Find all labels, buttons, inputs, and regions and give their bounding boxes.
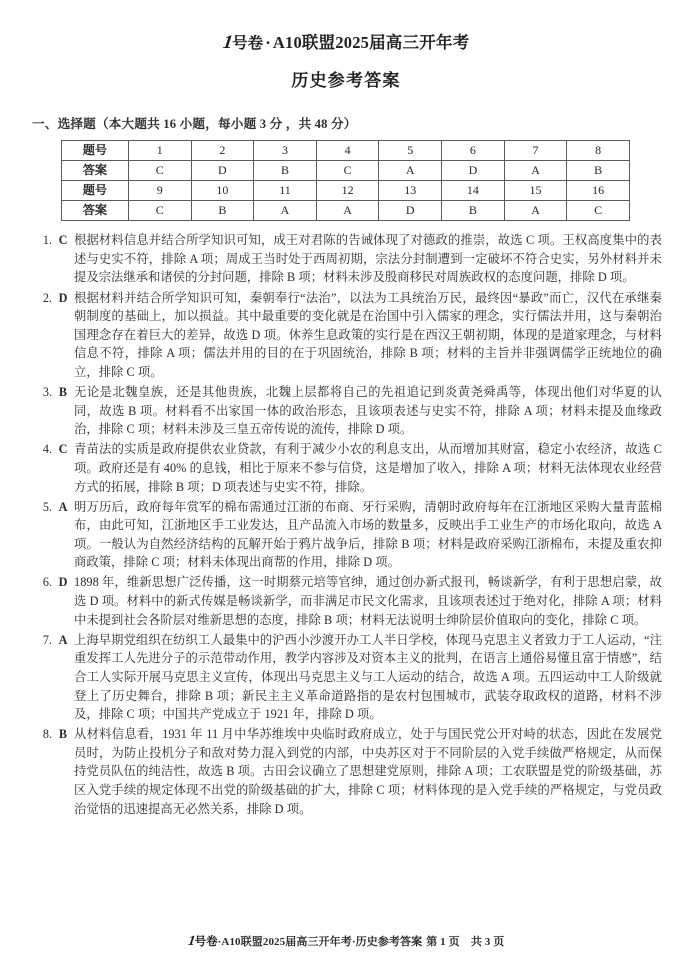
table-cell: 1	[128, 140, 191, 160]
footer-brand-logo-digit: 1	[186, 934, 195, 949]
table-cell: A	[379, 160, 442, 180]
table-cell: 10	[191, 180, 254, 200]
explanation-number: 1.	[42, 233, 52, 248]
explanation-text: 根据材料信息并结合所学知识可知，成王对君陈的告诫体现了对德政的推崇，故选 C 项。王权高度集中的表述与史实不符，排除 A 项；周成王当时处于西周初期，宗法分封制遭到一定破坏不符合史实，另外材料并未提及宗法继承和诸侯的分封问题，排除 B 项；材料未涉及殷商移民对周族政权的态度问题，排除 D 项。	[74, 233, 662, 285]
answer-table-body	[62, 140, 630, 220]
explanation-answer: A	[58, 499, 68, 514]
explanation-answer: D	[58, 575, 68, 590]
list-item	[30, 439, 662, 496]
page-footer	[0, 932, 692, 950]
table-cell: 2	[191, 140, 254, 160]
brand-logo-digit: 1	[221, 32, 233, 53]
row-label: 题号	[62, 140, 129, 160]
list-item	[30, 724, 662, 818]
table-cell: 12	[316, 180, 379, 200]
table-cell: 14	[442, 180, 505, 200]
list-item	[30, 572, 662, 629]
table-cell: 3	[254, 140, 317, 160]
explanation-text: 根据材料并结合所学知识可知，秦朝奉行“法治”，以法为工具统治万民，最终因“暴政”而亡，汉代在承继秦朝制度的基础上，加以损益。其中最重要的变化就是在治国中引入儒家的理念，实行儒法并用，这与秦朝治国理念存在着巨大的差异，故选 D 项。休养生息政策的实行是在西汉王朝初期，体现的是道家理念，与材料信息不符，排除 A 项；儒法并用的目的在于巩固统治，排除 B 项；材料的主旨并非强调儒学正统地位的确立，排除 C 项。	[74, 290, 662, 379]
explanation-answer: A	[58, 632, 68, 647]
page-title	[30, 32, 662, 55]
explanation-number: 2.	[42, 290, 52, 305]
explanation-answer: C	[58, 442, 68, 457]
explanation-number: 8.	[42, 727, 52, 742]
row-label: 答案	[62, 160, 129, 180]
explanation-text: 青苗法的实质是政府提供农业贷款，有利于减少小农的利息支出，从而增加其财富，稳定小农经济，故选 C 项。政府还是有 40% 的息钱，相比于原来不参与信贷，这是增加了收入，排除 A 项；材料无法体现农业经营方式的拓展，排除 B 项；D 项表述与史实不符，排除。	[74, 442, 662, 494]
explanation-text: 从材料信息看，1931 年 11 月中华苏维埃中央临时政府成立，处于与国民党公开对峙的状态，因此在发展党员时，为防止投机分子和敌对势力混入到党的内部，中央苏区对于不同阶层的入党手续做严格规定，从而保持党员队伍的纯洁性，故选 B 项。古田会议确立了思想建党原则，排除 A 项；工农联盟是党的阶级基础，苏区入党手续的规定体现不出党的阶级基础的扩大，排除 C 项；材料体现的是入党手续的严格规定，与党员政治觉悟的迅速提高无必然关系，排除 D 项。	[74, 727, 662, 816]
explanation-text: 1898 年，维新思想广泛传播，这一时期蔡元培等官绅，通过创办新式报刊，畅谈新学，有利于思想启蒙，故选 D 项。材料中的新式传媒是畅谈新学，而非满足市民文化需求，且该项表述过于绝对化，排除 A 项；材料中未提到社会各阶层对维新思想的态度，排除 B 项；材料无法说明士绅阶层价值取向的变化，排除 C 项。	[74, 575, 662, 627]
table-cell: A	[504, 160, 567, 180]
answer-table-container	[30, 140, 662, 221]
table-cell: 13	[379, 180, 442, 200]
explanation-number: 3.	[42, 385, 52, 400]
table-cell: B	[254, 160, 317, 180]
table-cell: C	[128, 200, 191, 220]
table-cell: 8	[567, 140, 630, 160]
table-cell: 5	[379, 140, 442, 160]
table-cell: 4	[316, 140, 379, 160]
table-cell: B	[567, 160, 630, 180]
table-cell: 6	[442, 140, 505, 160]
title-separator: ·	[265, 33, 271, 52]
table-cell: 11	[254, 180, 317, 200]
list-item	[30, 629, 662, 723]
footer-page-number: 第 1 页 共 3 页	[426, 936, 505, 948]
exam-title: A10联盟2025届高三开年考	[272, 33, 470, 52]
table-cell: B	[191, 200, 254, 220]
list-item	[30, 230, 662, 287]
explanation-text: 无论是北魏皇族，还是其他贵族，北魏上层都将自己的先祖追记到炎黄尧舜禹等，体现出他们对华夏的认同，故选 B 项。材料看不出家国一体的政治形态，且该项表述与史实不符，排除 A 项；材料未提及血缘政治，排除 C 项；材料未涉及三皇五帝传说的流传，排除 D 项。	[74, 385, 662, 437]
explanation-text: 明万历后，政府每年赏军的棉布需通过江浙的布商、牙行采购，清朝时政府每年在江浙地区采购大量青蓝棉布，由此可知，江浙地区手工业发达，且产品流入市场的数量多，反映出手工业生产的市场化取向，故选 A 项。一般认为自然经济结构的瓦解开始于鸦片战争后，排除 B 项；材料是政府采购江浙棉布，未提及重农抑商政策，排除 C 项；材料未体现出商帮的作用，排除 D 项。	[74, 499, 662, 570]
table-cell: C	[316, 160, 379, 180]
table-row	[62, 140, 630, 160]
table-cell: A	[254, 200, 317, 220]
explanation-number: 7.	[42, 632, 52, 647]
footer-content	[188, 933, 505, 950]
explanation-number: 4.	[42, 442, 52, 457]
footer-exam-title: ·A10联盟2025届高三开年考·历史参考答案	[217, 936, 423, 948]
table-cell: 16	[567, 180, 630, 200]
explanation-number: 6.	[42, 575, 52, 590]
table-cell: B	[442, 200, 505, 220]
table-cell: C	[567, 200, 630, 220]
list-item	[30, 496, 662, 572]
table-cell: D	[442, 160, 505, 180]
table-cell: A	[504, 200, 567, 220]
row-label: 题号	[62, 180, 129, 200]
explanation-answer: B	[58, 385, 68, 400]
row-label: 答案	[62, 200, 129, 220]
explanation-text: 上海早期党组织在纺织工人最集中的沪西小沙渡开办工人半日学校，体现马克思主义者致力于工人运动，“注重发挥工人先进分子的示范带动作用，教学内容涉及对资本主义的批判，在语言上通俗易懂且富于情感”，结合工人实际开展马克思主义宣传，体现出马克思主义与工人运动的结合，故选 A 项。五四运动中工人阶级就登上了历史舞台，排除 B 项；新民主主义革命道路指的是农村包围城市，武装夺取政权的道路，材料不涉及，排除 C 项；中国共产党成立于 1921 年，排除 D 项。	[74, 632, 662, 722]
footer-brand-logo-label: 号卷	[194, 934, 218, 948]
table-cell: C	[128, 160, 191, 180]
answer-key-table	[61, 140, 630, 221]
list-item	[30, 382, 662, 439]
table-cell: 15	[504, 180, 567, 200]
section-heading-multiple-choice: 一、选择题（本大题共 16 小题，每小题 3 分 ，共 48 分）	[32, 116, 357, 131]
table-cell: D	[379, 200, 442, 220]
explanation-number: 5.	[42, 499, 52, 514]
explanation-answer: B	[58, 727, 68, 742]
table-row	[62, 160, 630, 180]
explanation-answer: C	[58, 233, 68, 248]
explanation-answer: D	[58, 290, 68, 305]
subject-title: 历史参考答案	[291, 70, 401, 90]
table-row	[62, 180, 630, 200]
list-item	[30, 287, 662, 381]
table-cell: 7	[504, 140, 567, 160]
table-cell: D	[191, 160, 254, 180]
explanations-list	[30, 230, 662, 818]
table-row	[62, 200, 630, 220]
document-header	[30, 0, 662, 91]
table-cell: 9	[128, 180, 191, 200]
brand-logo-label: 号卷	[232, 33, 264, 52]
table-cell: A	[316, 200, 379, 220]
